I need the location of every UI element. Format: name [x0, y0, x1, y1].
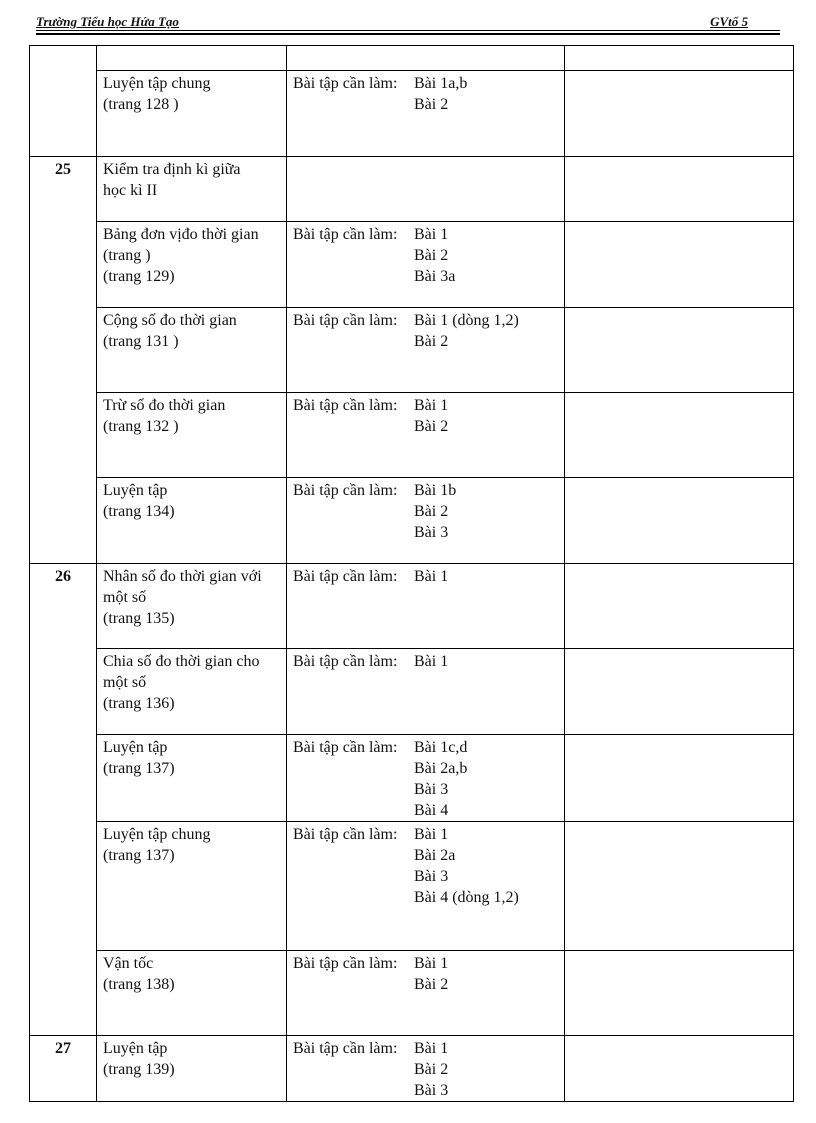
lesson-line: (trang 129) — [103, 268, 175, 285]
lesson-line: Luyện tập chung — [103, 75, 211, 92]
exercise-item: Bài 4 (dòng 1,2) — [414, 889, 519, 906]
exercise-item: Bài 3 — [414, 524, 449, 541]
lesson-cell — [97, 71, 287, 157]
exercise-item: Bài 1 — [414, 1040, 449, 1057]
exercise-item: Bài 1 — [414, 826, 449, 843]
notes-cell — [565, 951, 794, 1036]
exercise-cell — [287, 735, 565, 822]
notes-cell — [565, 1036, 794, 1102]
notes-cell — [565, 822, 794, 951]
week-number: 25 — [55, 161, 71, 178]
exercise-item: Bài 3 — [414, 868, 449, 885]
notes-cell — [565, 564, 794, 649]
header-rule — [36, 30, 780, 31]
lesson-line: (trang ) — [103, 247, 151, 264]
exercise-label: Bài tập cần làm: — [293, 397, 398, 414]
table-row — [30, 735, 794, 822]
lesson-line: (trang 135) — [103, 610, 175, 627]
notes-cell — [565, 478, 794, 564]
grade-label: GVtổ 5 — [710, 14, 748, 29]
table-row — [30, 46, 794, 71]
lesson-cell — [97, 308, 287, 393]
notes-cell — [565, 71, 794, 157]
lesson-cell — [97, 46, 287, 71]
exercise-label: Bài tập cần làm: — [293, 826, 398, 843]
week-cell — [30, 308, 97, 393]
notes-cell — [565, 46, 794, 71]
lesson-cell — [97, 951, 287, 1036]
week-cell — [30, 649, 97, 735]
week-number: 27 — [55, 1040, 71, 1057]
lesson-cell — [97, 822, 287, 951]
week-cell — [30, 564, 97, 649]
week-cell — [30, 71, 97, 157]
lesson-plan-body — [30, 46, 794, 1102]
lesson-line: (trang 137) — [103, 847, 175, 864]
lesson-line: một số — [103, 589, 147, 606]
week-cell — [30, 822, 97, 951]
week-cell — [30, 157, 97, 222]
lesson-line: Trừ số đo thời gian — [103, 397, 226, 414]
lesson-line: Luyện tập — [103, 1040, 168, 1057]
lesson-line: Kiểm tra định kì giữa — [103, 161, 241, 178]
table-row — [30, 308, 794, 393]
notes-cell — [565, 649, 794, 735]
exercise-item: Bài 2 — [414, 503, 449, 520]
table-row — [30, 222, 794, 308]
exercise-cell — [287, 71, 565, 157]
lesson-line: Luyện tập chung — [103, 826, 211, 843]
table-row — [30, 478, 794, 564]
exercise-item: Bài 1a,b — [414, 75, 468, 92]
page-header — [36, 12, 780, 30]
week-cell — [30, 951, 97, 1036]
lesson-line: một số — [103, 674, 147, 691]
lesson-cell — [97, 157, 287, 222]
exercise-cell — [287, 46, 565, 71]
notes-cell — [565, 393, 794, 478]
table-row — [30, 157, 794, 222]
exercise-item: Bài 2 — [414, 247, 449, 264]
notes-cell — [565, 222, 794, 308]
lesson-cell — [97, 1036, 287, 1102]
lesson-line: (trang 132 ) — [103, 418, 179, 435]
exercise-item: Bài 3 — [414, 1082, 449, 1099]
lesson-plan-table — [29, 45, 794, 1102]
exercise-item: Bài 1 (dòng 1,2) — [414, 312, 519, 329]
lesson-line: Bảng đơn vịđo thời gian — [103, 226, 259, 243]
exercise-label: Bài tập cần làm: — [293, 653, 398, 670]
week-cell — [30, 222, 97, 308]
table-row — [30, 1036, 794, 1102]
exercise-item: Bài 1c,d — [414, 739, 468, 756]
exercise-cell — [287, 478, 565, 564]
exercise-label: Bài tập cần làm: — [293, 955, 398, 972]
notes-cell — [565, 735, 794, 822]
lesson-line: (trang 134) — [103, 503, 175, 520]
lesson-line: Vận tốc — [103, 955, 154, 972]
week-cell — [30, 46, 97, 71]
table-row — [30, 822, 794, 951]
week-number: 26 — [55, 568, 71, 585]
exercise-item: Bài 1 — [414, 226, 449, 243]
week-cell — [30, 393, 97, 478]
notes-cell — [565, 157, 794, 222]
lesson-cell — [97, 649, 287, 735]
exercise-cell — [287, 222, 565, 308]
exercise-label: Bài tập cần làm: — [293, 226, 398, 243]
exercise-label: Bài tập cần làm: — [293, 75, 398, 92]
exercise-cell — [287, 564, 565, 649]
lesson-line: (trang 131 ) — [103, 333, 179, 350]
exercise-item: Bài 3 — [414, 781, 449, 798]
week-cell — [30, 1036, 97, 1102]
exercise-item: Bài 2a — [414, 847, 456, 864]
exercise-label: Bài tập cần làm: — [293, 568, 398, 585]
lesson-line: Nhân số đo thời gian với — [103, 568, 262, 585]
exercise-label: Bài tập cần làm: — [293, 739, 398, 756]
exercise-item: Bài 1 — [414, 568, 449, 585]
exercise-cell — [287, 1036, 565, 1102]
exercise-label: Bài tập cần làm: — [293, 482, 398, 499]
table-row — [30, 71, 794, 157]
exercise-cell — [287, 649, 565, 735]
lesson-line: (trang 137) — [103, 760, 175, 777]
lesson-cell — [97, 564, 287, 649]
exercise-item: Bài 2 — [414, 418, 449, 435]
exercise-label: Bài tập cần làm: — [293, 312, 398, 329]
exercise-cell — [287, 951, 565, 1036]
lesson-line: Luyện tập — [103, 739, 168, 756]
lesson-cell — [97, 735, 287, 822]
exercise-item: Bài 1 — [414, 653, 449, 670]
exercise-cell — [287, 822, 565, 951]
lesson-line: Chia số đo thời gian cho — [103, 653, 260, 670]
exercise-item: Bài 2 — [414, 96, 449, 113]
exercise-item: Bài 1 — [414, 397, 449, 414]
lesson-line: Luyện tập — [103, 482, 168, 499]
notes-cell — [565, 308, 794, 393]
lesson-cell — [97, 222, 287, 308]
exercise-item: Bài 1 — [414, 955, 449, 972]
school-name: Trường Tiểu học Hứa Tạo — [36, 14, 179, 29]
table-row — [30, 649, 794, 735]
lesson-line: Cộng số đo thời gian — [103, 312, 237, 329]
exercise-cell — [287, 308, 565, 393]
exercise-label: Bài tập cần làm: — [293, 1040, 398, 1057]
exercise-item: Bài 2 — [414, 1061, 449, 1078]
lesson-cell — [97, 478, 287, 564]
exercise-item: Bài 2a,b — [414, 760, 468, 777]
week-cell — [30, 735, 97, 822]
exercise-cell — [287, 157, 565, 222]
lesson-line: (trang 128 ) — [103, 96, 179, 113]
lesson-line: (trang 138) — [103, 976, 175, 993]
header-rule-thick — [36, 33, 780, 35]
lesson-line: học kì II — [103, 182, 158, 199]
lesson-line: (trang 139) — [103, 1061, 175, 1078]
exercise-item: Bài 1b — [414, 482, 457, 499]
table-row — [30, 564, 794, 649]
lesson-cell — [97, 393, 287, 478]
exercise-item: Bài 4 — [414, 802, 449, 819]
exercise-cell — [287, 393, 565, 478]
exercise-item: Bài 2 — [414, 333, 449, 350]
week-cell — [30, 478, 97, 564]
exercise-item: Bài 2 — [414, 976, 449, 993]
lesson-line: (trang 136) — [103, 695, 175, 712]
table-row — [30, 393, 794, 478]
exercise-item: Bài 3a — [414, 268, 456, 285]
table-row — [30, 951, 794, 1036]
